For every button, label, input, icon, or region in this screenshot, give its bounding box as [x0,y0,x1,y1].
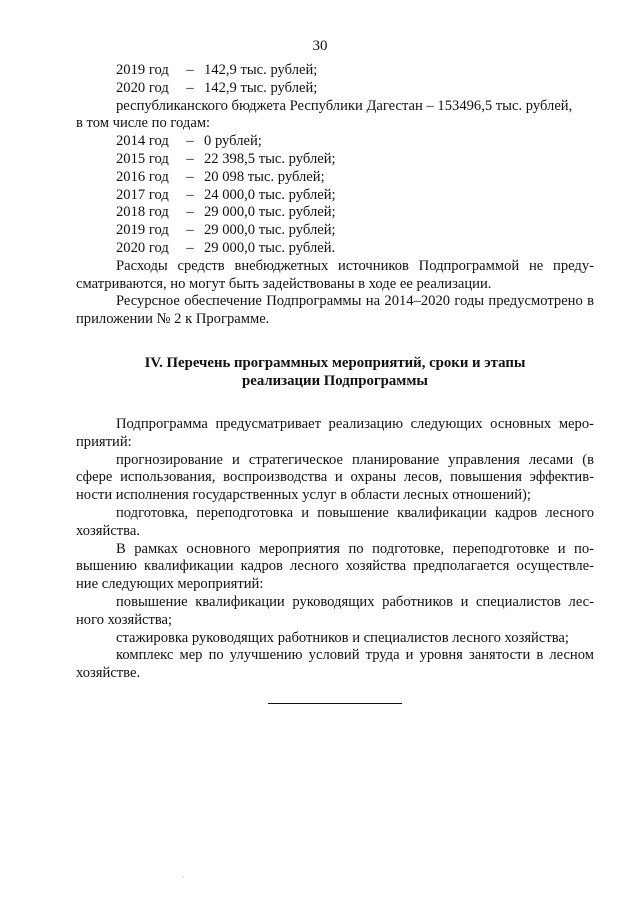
year-label: 2020 год [116,79,169,96]
republic-budget-subline: в том числе по годам: [76,115,211,132]
year-label: 2016 год [116,168,169,185]
end-divider [268,703,402,704]
year-row [76,240,594,258]
year-amount: 20 098 тыс. рублей; [204,168,325,185]
year-row [76,204,594,222]
year-label: 2019 год [116,62,169,78]
paragraph-internship: стажировка руководящих работников и специалистов лесного хозяйства; [116,629,569,646]
year-amount: 142,9 тыс. рублей; [204,62,318,78]
year-label: 2020 год [116,239,169,256]
year-row [76,62,594,80]
year-row [76,133,594,151]
year-amount: 24 000,0 тыс. рублей; [204,186,336,203]
year-row [76,187,594,205]
year-amount: 22 398,5 тыс. рублей; [204,150,336,167]
paragraph-framework: В рамках основного мероприятия по подготовке, переподготовке и по-вышению квалификации кадров лесного хозяйства предполагается осуществле-ние следующих мероприятий: [76,540,594,593]
paragraph-intro: Подпрограмма предусматривает реализацию следующих основных меро-приятий: [76,415,594,450]
year-row [76,80,594,98]
page-number: 30 [312,38,328,54]
year-dash: – [186,222,194,239]
section-heading [76,354,594,390]
paragraph-offbudget: Расходы средств внебюджетных источников Подпрограммой не преду-сматриваются, но могут быть задействованы в ходе ее реализации. [76,257,594,292]
year-row [76,169,594,187]
year-amount: 29 000,0 тыс. рублей; [204,222,336,239]
paragraph-training: подготовка, переподготовка и повышение квалификации кадров лесного хозяйства. [76,504,594,539]
year-dash: – [186,239,194,256]
year-amount: 29 000,0 тыс. рублей. [204,239,336,256]
section-heading-line: IV. Перечень программных мероприятий, сроки и этапы [144,354,526,371]
top-year-list [76,62,594,98]
year-amount: 29 000,0 тыс. рублей; [204,204,336,221]
year-amount: 0 рублей; [204,133,262,150]
year-amount: 142,9 тыс. рублей; [204,79,318,96]
year-dash: – [186,168,194,185]
republic-budget-line: республиканского бюджета Республики Дагестан – 153496,5 тыс. рублей, [116,97,573,114]
republic-year-list [76,133,594,258]
year-dash: – [186,186,194,203]
year-row [76,151,594,169]
paragraph-qualification: повышение квалификации руководящих работников и специалистов лес-ного хозяйства; [76,593,594,628]
paragraph-working-conditions: комплекс мер по улучшению условий труда и уровня занятости в лесном хозяйстве. [76,647,594,682]
year-label: 2018 год [116,204,169,221]
year-label: 2014 год [116,133,169,150]
year-row [76,222,594,240]
year-label: 2015 год [116,150,169,167]
year-label: 2019 год [116,222,169,239]
paragraph-forecasting: прогнозирование и стратегическое планирование управления лесами (в сфере использования, воспроизводства и охраны лесов, повышения эффектив-ности исполнения государственных услуг в области лесных отношений); [76,451,594,504]
page-content [76,62,594,683]
year-dash: – [186,79,194,96]
year-label: 2017 год [116,186,169,203]
paragraph-resources: Ресурсное обеспечение Подпрограммы на 2014–2020 годы предусмотрено в приложении № 2 к Программе. [76,293,594,328]
scan-mark: · [182,872,185,882]
section-heading-line: реализации Подпрограммы [242,372,428,389]
year-dash: – [186,204,194,221]
year-dash: – [186,133,194,150]
year-dash: – [186,150,194,167]
year-dash: – [186,62,194,78]
